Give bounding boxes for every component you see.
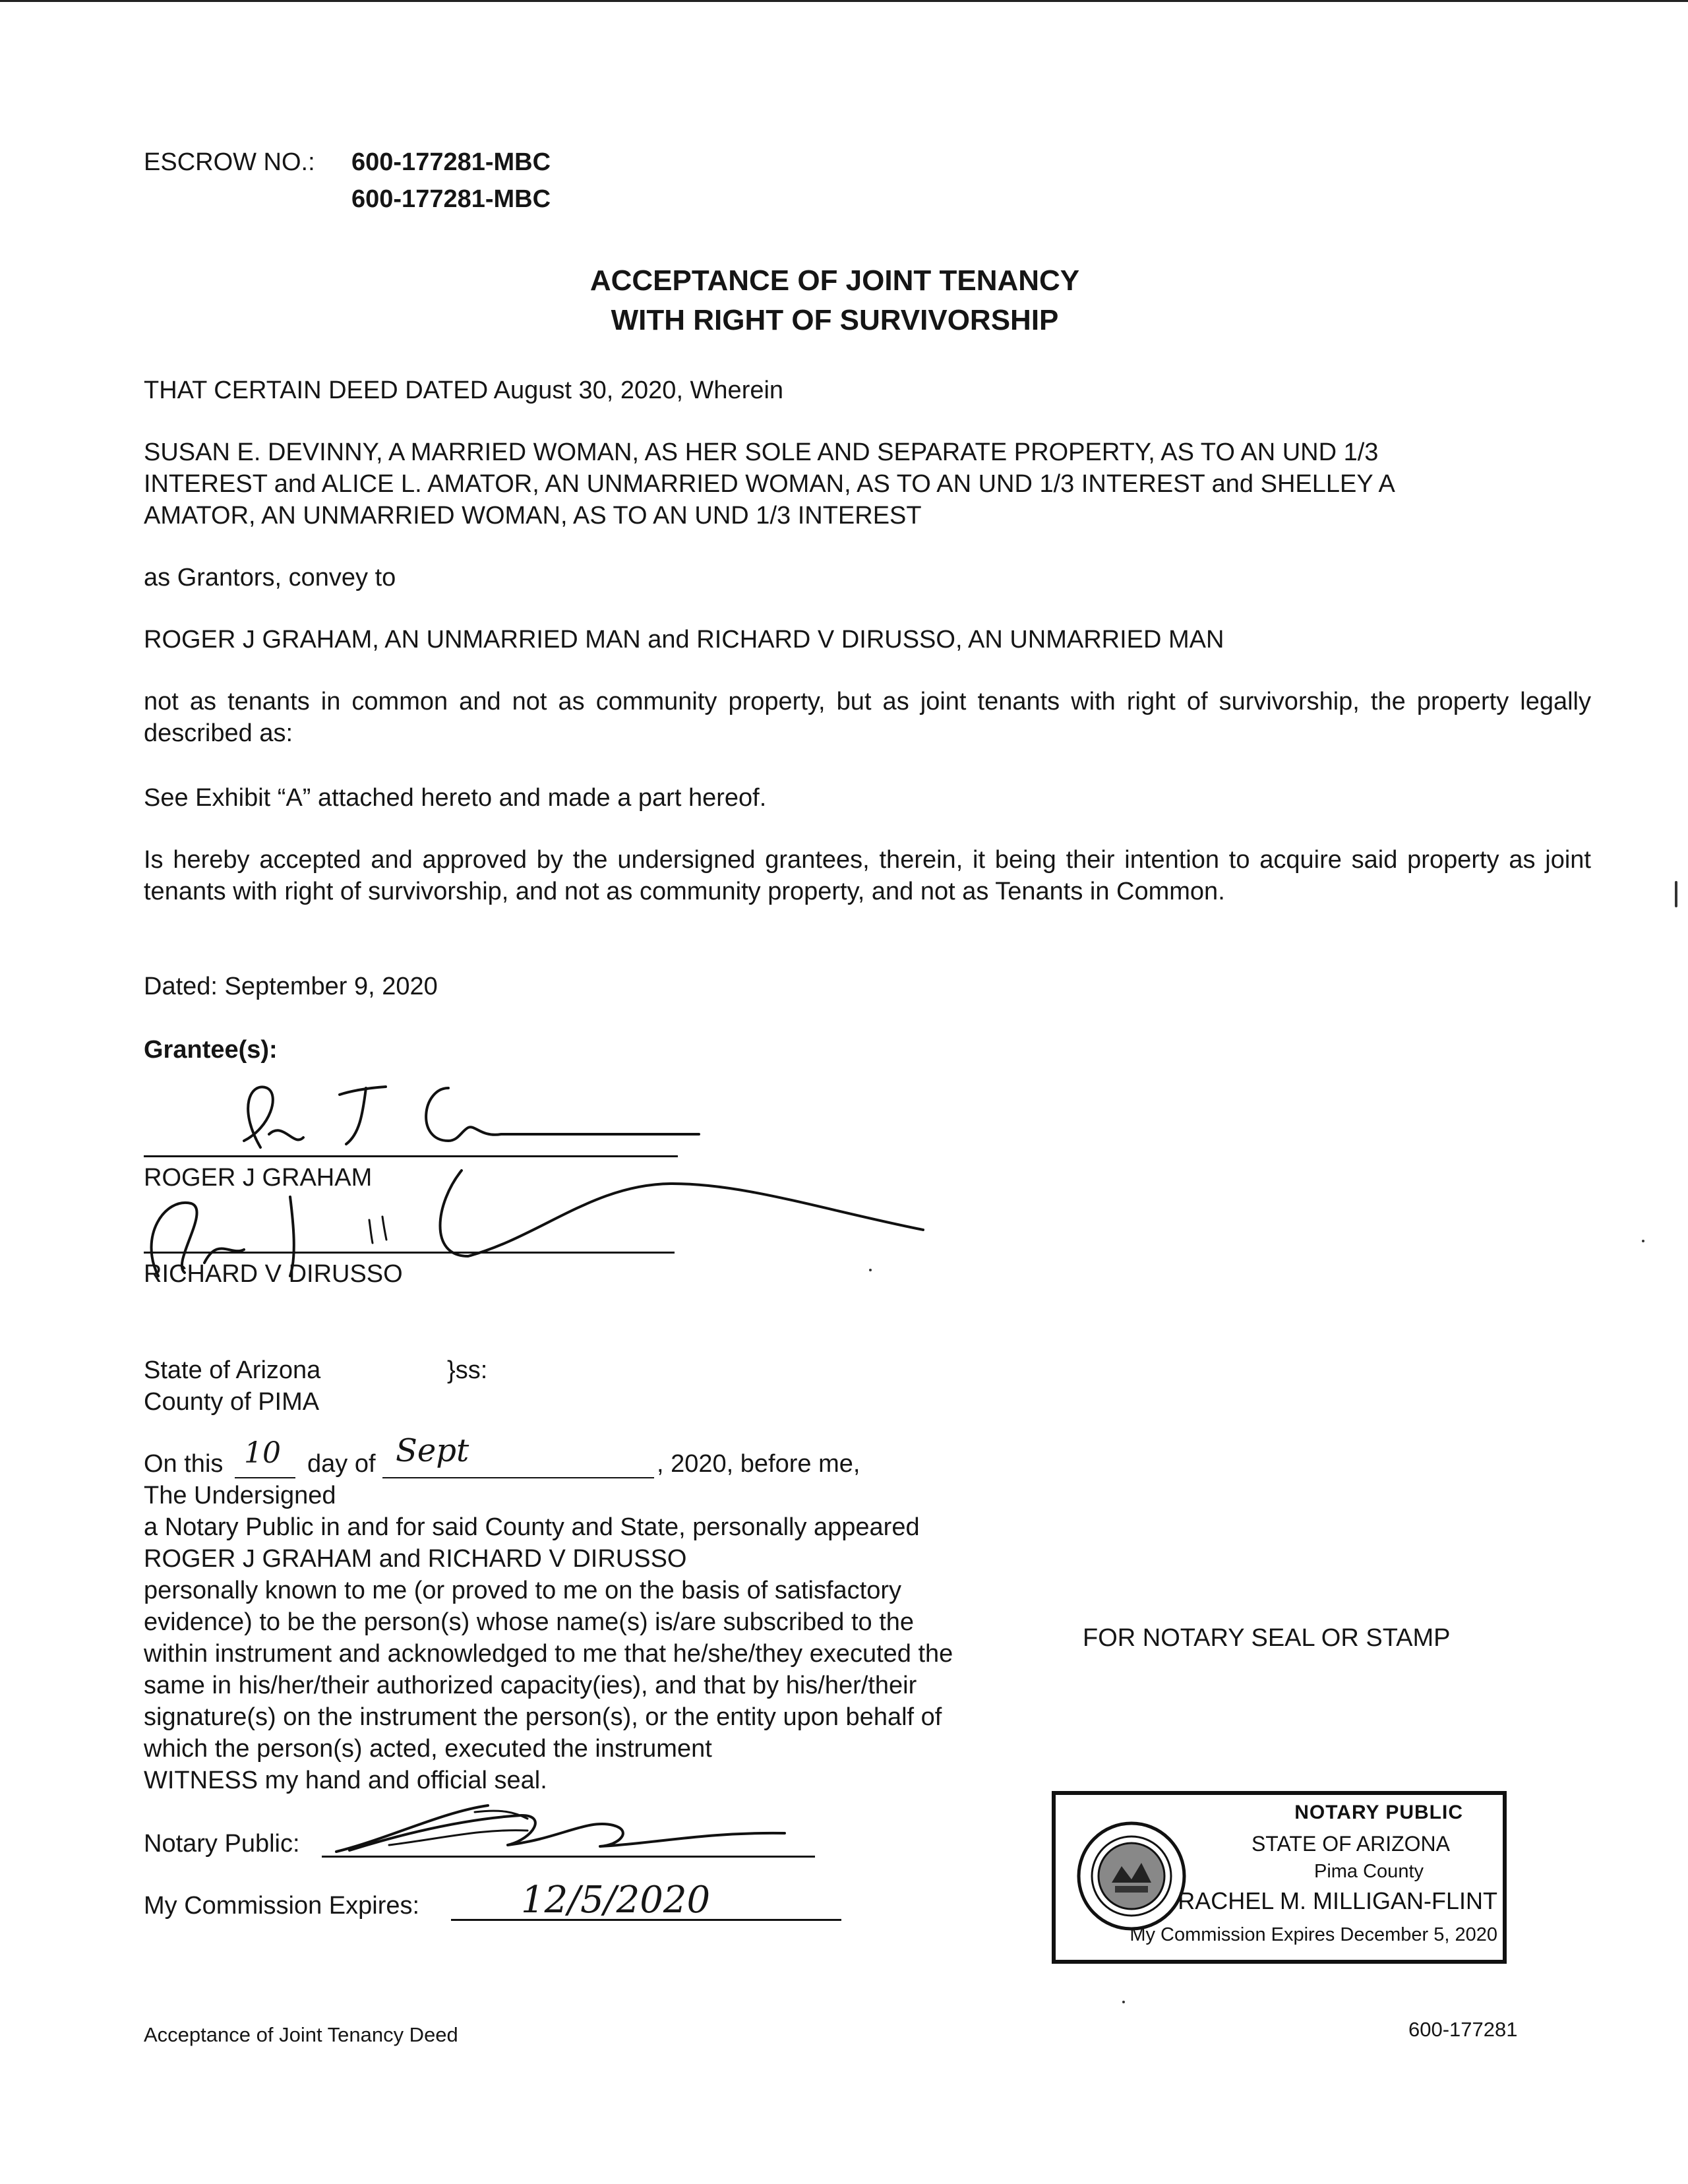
- day-of-label: day of: [307, 1450, 376, 1478]
- handwritten-month: Sept: [396, 1432, 469, 1469]
- scan-mark: [1675, 881, 1677, 907]
- exhibit-line: See Exhibit “A” attached hereto and made a part hereof.: [144, 784, 767, 812]
- notary-text-line-9: WITNESS my hand and official seal.: [144, 1767, 547, 1794]
- deed-date-line: THAT CERTAIN DEED DATED August 30, 2020, Wherein: [144, 377, 784, 404]
- document-title-line-2: WITH RIGHT OF SURVIVORSHIP: [611, 304, 1059, 336]
- venue-county: County of PIMA: [144, 1388, 320, 1416]
- escrow-number-2: 600-177281-MBC: [351, 185, 551, 213]
- footer-document-name: Acceptance of Joint Tenancy Deed: [144, 2023, 458, 2046]
- tenancy-paragraph: not as tenants in common and not as community property, but as joint tenants with right of survivorship, the property legally described as:: [144, 688, 1591, 747]
- handwritten-notary-signature: [310, 1792, 818, 1865]
- year-before-me: , 2020, before me,: [657, 1450, 860, 1478]
- scan-speck: [1642, 1240, 1644, 1242]
- stamp-state: STATE OF ARIZONA: [1251, 1832, 1450, 1856]
- handwritten-signature-dirusso: [132, 1157, 943, 1289]
- acceptance-paragraph: Is hereby accepted and approved by the undersigned grantees, therein, it being their intention to acquire said property as joint tenants with right of survivorship, and not as community property, and not as Tenants in Common.: [144, 846, 1591, 905]
- notary-text-line-5: within instrument and acknowledged to me that he/she/they executed the: [144, 1640, 953, 1668]
- notary-text-line-1: a Notary Public in and for said County and State, personally appeared: [144, 1513, 920, 1541]
- stamp-notary-name: RACHEL M. MILLIGAN-FLINT: [1178, 1887, 1497, 1914]
- state-seal-icon: [1075, 1820, 1188, 1932]
- grantors-line-1: SUSAN E. DEVINNY, A MARRIED WOMAN, AS HER SOLE AND SEPARATE PROPERTY, AS TO AN UND 1/3: [144, 439, 1379, 466]
- handwritten-signature-graham: [198, 1068, 765, 1161]
- grantors-line-3: AMATOR, AN UNMARRIED WOMAN, AS TO AN UND 1/3 INTEREST: [144, 502, 922, 530]
- notary-text-line-6: same in his/her/their authorized capacity(ies), and that by his/her/their: [144, 1672, 917, 1699]
- scan-speck: [869, 1269, 872, 1271]
- on-this-label: On this: [144, 1450, 224, 1478]
- scan-top-edge: [0, 0, 1688, 2]
- day-blank: [235, 1477, 295, 1478]
- notary-text-line-2: ROGER J GRAHAM and RICHARD V DIRUSSO: [144, 1545, 687, 1573]
- convey-line: as Grantors, convey to: [144, 564, 396, 592]
- footer-escrow-number: 600-177281: [1408, 2018, 1518, 2041]
- stamp-title: NOTARY PUBLIC: [1294, 1802, 1463, 1823]
- scan-speck: [1122, 2001, 1125, 2003]
- escrow-number-1: 600-177281-MBC: [351, 148, 551, 176]
- stamp-county: Pima County: [1313, 1861, 1424, 1882]
- handwritten-day: 10: [244, 1436, 281, 1470]
- handwritten-commission-date: 12/5/2020: [521, 1879, 711, 1922]
- grantee-name-dirusso: RICHARD V DIRUSSO: [144, 1260, 403, 1288]
- notary-stamp: [1052, 1791, 1507, 1964]
- notary-public-label: Notary Public:: [144, 1830, 300, 1858]
- grantee-name-graham: ROGER J GRAHAM: [144, 1164, 373, 1192]
- seal-placeholder-label: FOR NOTARY SEAL OR STAMP: [1083, 1624, 1451, 1652]
- notary-text-line-3: personally known to me (or proved to me on the basis of satisfactory: [144, 1577, 901, 1604]
- commission-expires-label: My Commission Expires:: [144, 1892, 420, 1920]
- grantees-heading: Grantee(s):: [144, 1036, 278, 1064]
- venue-state: State of Arizona: [144, 1356, 321, 1384]
- notary-text-line-7: signature(s) on the instrument the person(s), or the entity upon behalf of: [144, 1703, 942, 1731]
- notary-text-line-4: evidence) to be the person(s) whose name(s) is/are subscribed to the: [144, 1608, 915, 1636]
- grantees-line: ROGER J GRAHAM, AN UNMARRIED MAN and RICHARD V DIRUSSO, AN UNMARRIED MAN: [144, 626, 1224, 653]
- document-title-line-1: ACCEPTANCE OF JOINT TENANCY: [589, 264, 1080, 297]
- venue-ss: }ss:: [447, 1356, 488, 1384]
- escrow-label: ESCROW NO.:: [144, 148, 315, 176]
- undersigned-line: The Undersigned: [144, 1482, 336, 1509]
- grantors-line-2: INTEREST and ALICE L. AMATOR, AN UNMARRIED WOMAN, AS TO AN UND 1/3 INTEREST and SHELLEY A: [144, 470, 1395, 498]
- notary-text-line-8: which the person(s) acted, executed the instrument: [144, 1735, 712, 1763]
- stamp-expiration: My Commission Expires December 5, 2020: [1130, 1924, 1497, 1945]
- dated-line: Dated: September 9, 2020: [144, 973, 438, 1000]
- month-blank: [382, 1477, 654, 1478]
